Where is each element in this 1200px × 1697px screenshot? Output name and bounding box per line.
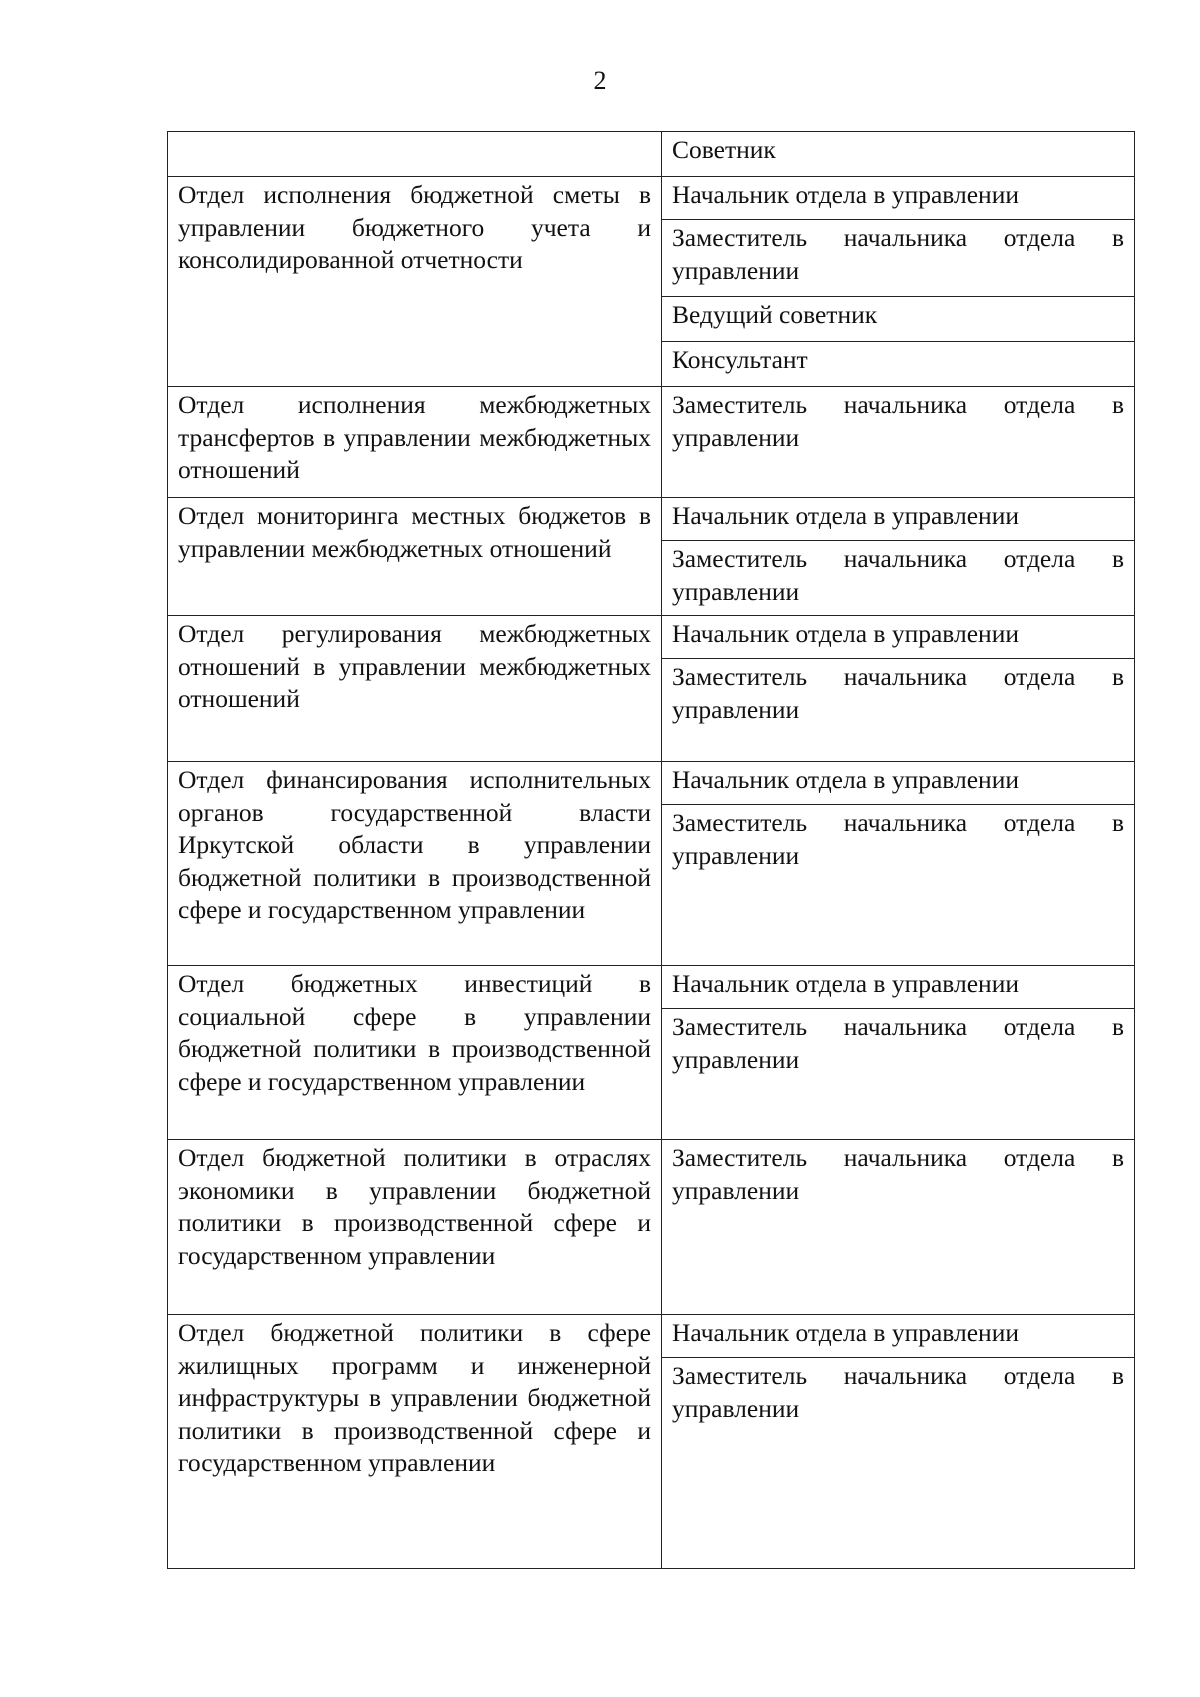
table-row [168,762,1135,805]
position-item: Заместитель начальника отдела в управлении [672,662,1124,724]
position-cell [662,541,1135,616]
department-cell: Отдел бюджетной политики в отраслях экономики в управлении бюджетной политики в производственной сфере и государственном управлении [168,1140,662,1315]
department-cell: Отдел финансирования исполнительных органов государственной власти Иркутской области в управлении бюджетной политики в производственной сфере и государственном управлении [168,762,662,966]
position-cell [662,805,1135,966]
table-row [168,132,1135,177]
position-item: Заместитель начальника отдела в управлении [672,1361,1124,1423]
department-cell: Отдел бюджетной политики в сфере жилищных программ и инженерной инфраструктуры в управлении бюджетной политики в производственной сфере и государственном управлении [168,1315,662,1569]
position-cell [662,177,1135,220]
position-item: Начальник отдела в управлении [672,1318,1019,1347]
table-row [168,1140,1135,1315]
position-cell [662,1315,1135,1358]
position-item: Начальник отдела в управлении [672,619,1019,648]
department-cell: Отдел исполнения межбюджетных трансфертов в управлении межбюджетных отношений [168,387,662,498]
page-number: 2 [593,66,607,95]
position-cell [662,659,1135,762]
position-cell [662,1140,1135,1315]
table-row [168,498,1135,541]
position-item: Советник [672,135,776,164]
position-cell [662,1358,1135,1569]
position-item: Заместитель начальника отдела в управлении [672,1012,1124,1074]
table-row [168,1315,1135,1358]
position-item: Начальник отдела в управлении [672,969,1019,998]
department-cell: Отдел мониторинга местных бюджетов в управлении межбюджетных отношений [168,498,662,616]
position-cell [662,220,1135,297]
position-cell [662,132,1135,177]
department-cell: Отдел исполнения бюджетной сметы в управлении бюджетного учета и консолидированной отчетности [168,177,662,387]
table-row [168,177,1135,220]
table-row [168,387,1135,498]
position-item: Заместитель начальника отдела в управлении [672,390,1124,452]
position-cell [662,1009,1135,1140]
position-item: Ведущий советник [672,300,878,329]
department-cell [168,132,662,177]
position-cell [662,342,1135,387]
department-cell: Отдел регулирования межбюджетных отношений в управлении межбюджетных отношений [168,616,662,762]
position-cell [662,297,1135,342]
position-item: Заместитель начальника отдела в управлении [672,223,1124,285]
position-item: Начальник отдела в управлении [672,501,1019,530]
position-item: Заместитель начальника отдела в управлении [672,1143,1124,1205]
department-cell: Отдел бюджетных инвестиций в социальной сфере в управлении бюджетной политики в производственной сфере и государственном управлении [168,966,662,1140]
position-cell [662,498,1135,541]
table-row [168,616,1135,659]
position-cell [662,387,1135,498]
position-item: Заместитель начальника отдела в управлении [672,808,1124,870]
position-cell [662,616,1135,659]
position-item: Начальник отдела в управлении [672,180,1019,209]
table-row [168,966,1135,1009]
positions-table [167,131,1135,1569]
position-cell [662,762,1135,805]
position-item: Начальник отдела в управлении [672,765,1019,794]
position-item: Заместитель начальника отдела в управлении [672,544,1124,606]
position-cell [662,966,1135,1009]
position-item: Консультант [672,345,808,374]
